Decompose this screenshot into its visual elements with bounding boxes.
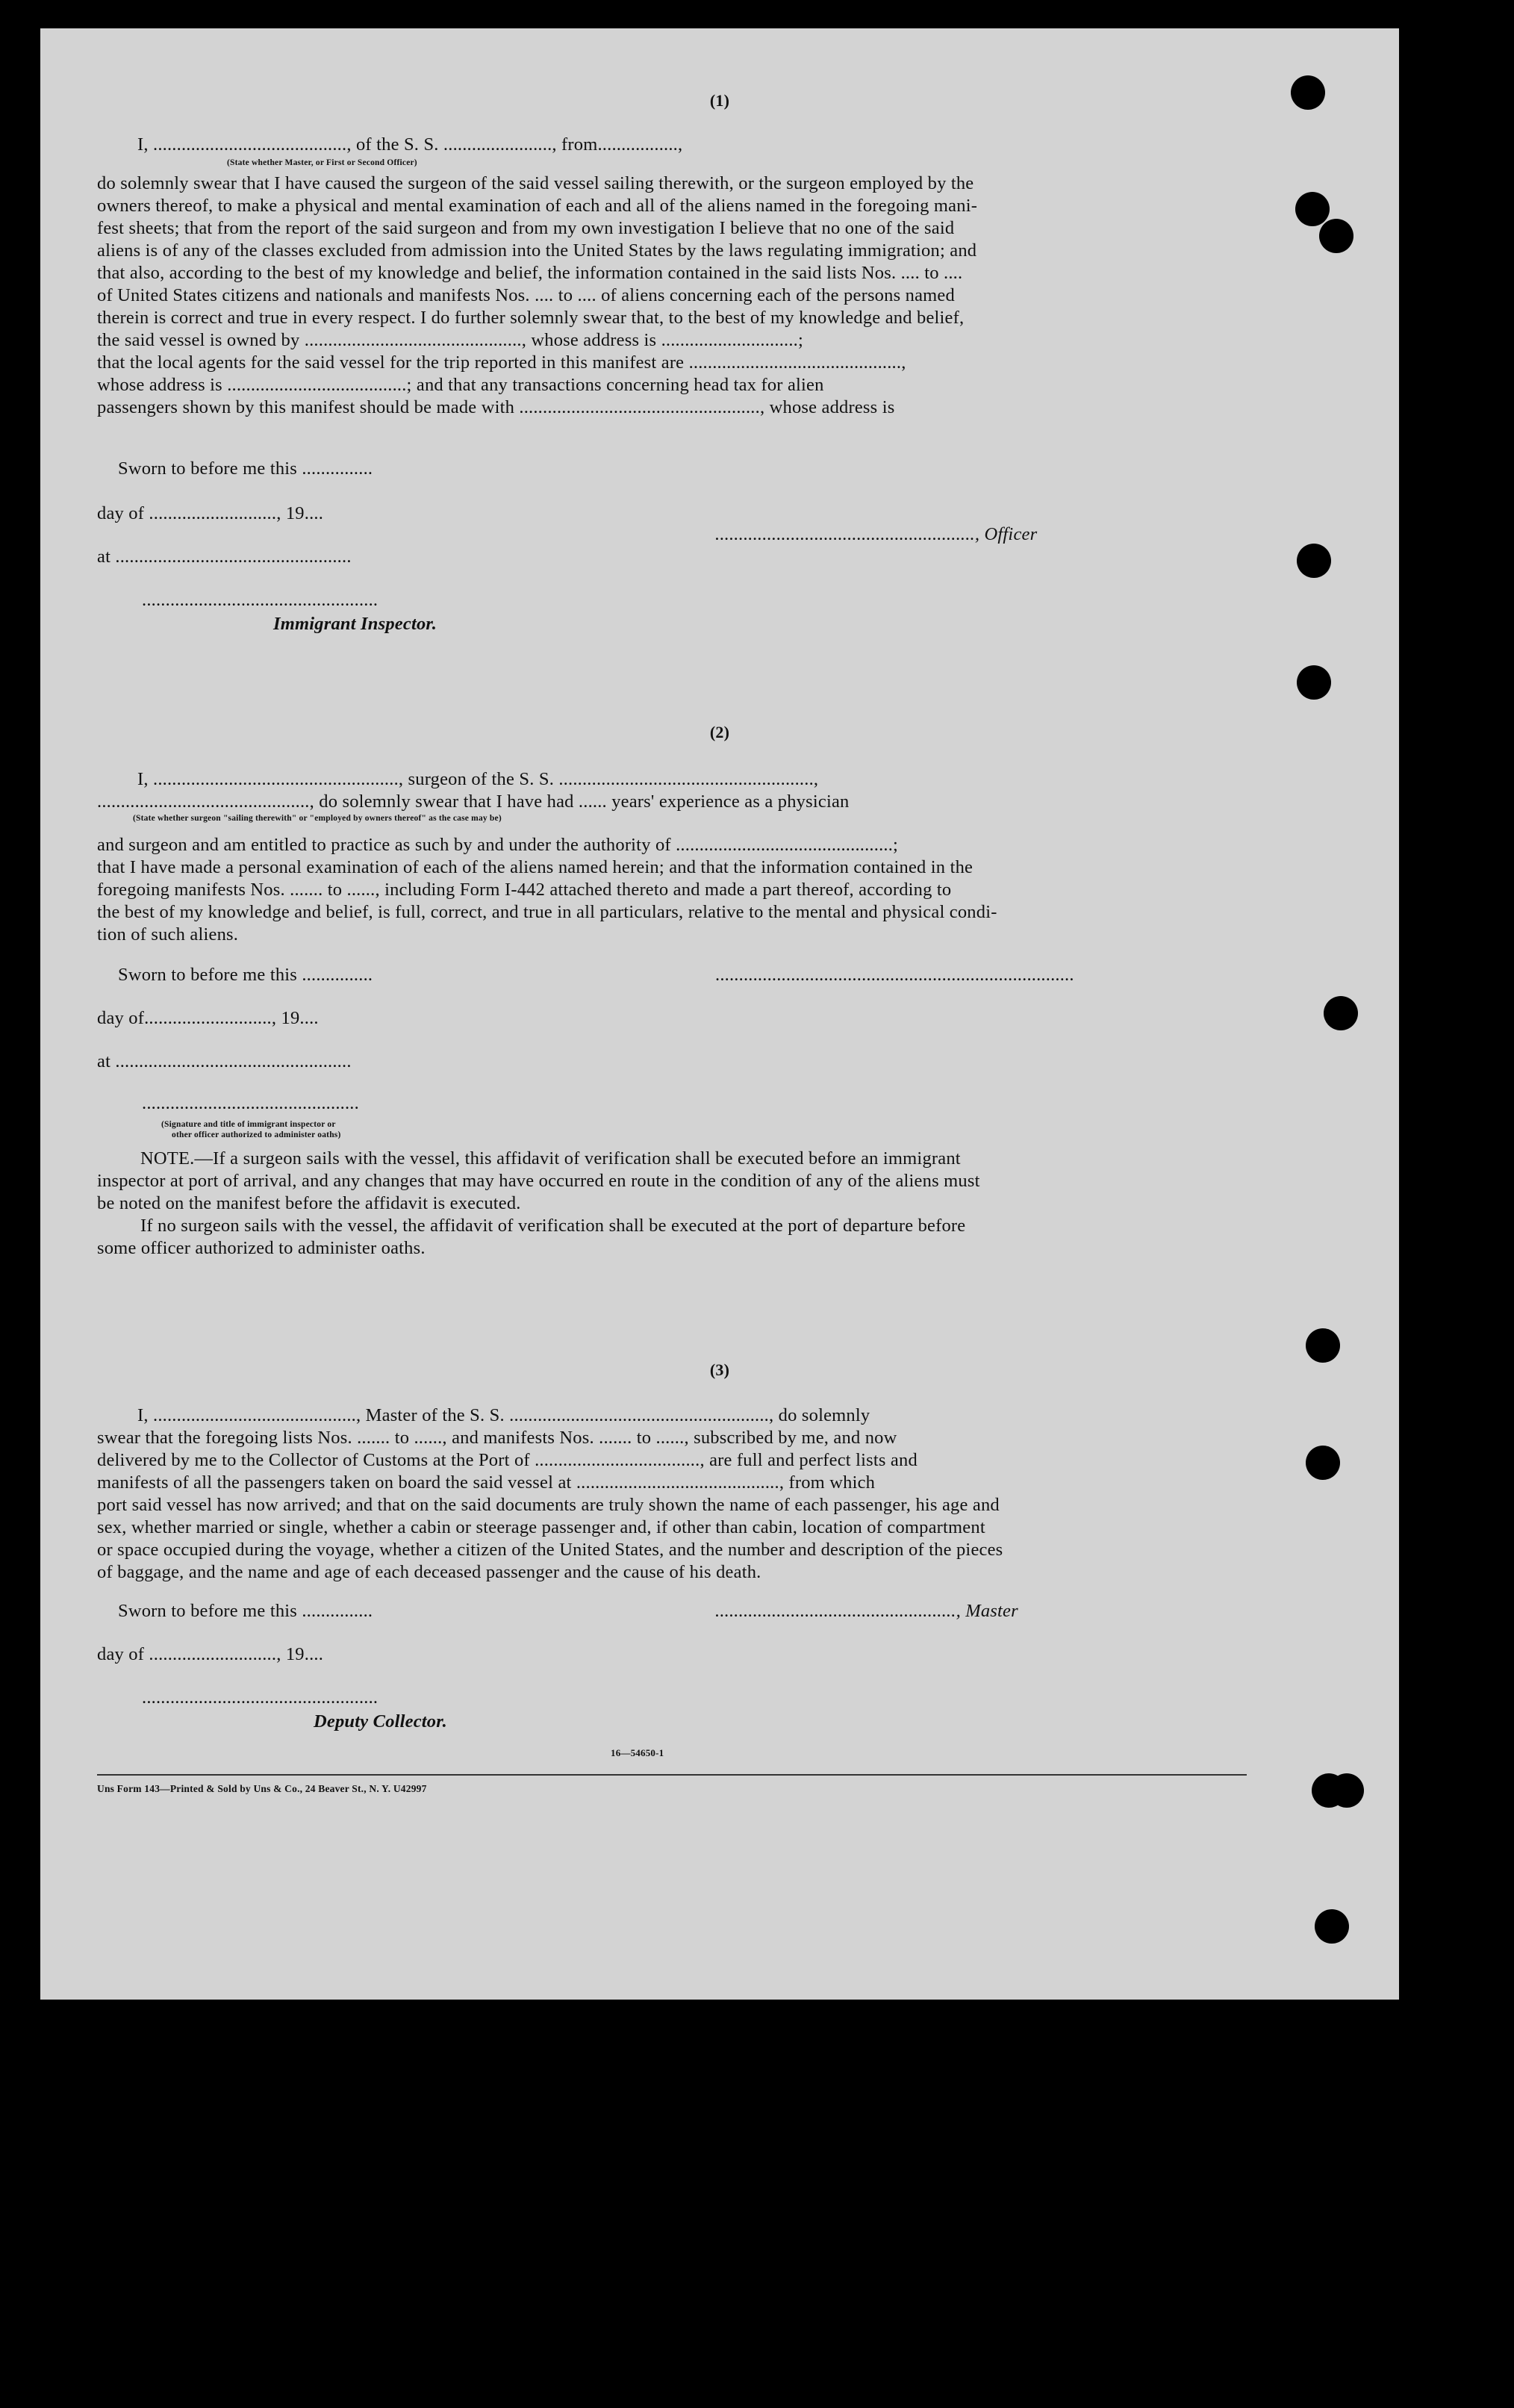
section1-sworn: Sworn to before me this ...............	[118, 458, 373, 479]
section2-sworn: Sworn to before me this ...............	[118, 965, 373, 985]
section1-number: (1)	[709, 91, 730, 110]
binder-hole-icon	[1297, 544, 1331, 578]
section2-signature-note2: other officer authorized to administer oaths)	[172, 1130, 341, 1139]
section3-text-line: manifests of all the passengers taken on board the said vessel at ..........................................., from which	[97, 1472, 876, 1493]
binder-hole-icon	[1297, 665, 1331, 700]
section2-note: (State whether surgeon "sailing therewith" or "employed by owners thereof" as the case may be)	[133, 814, 502, 823]
section1-text-line: that the local agents for the said vessel for the trip reported in this manifest are .............................................,	[97, 352, 906, 373]
section3-text-line: or space occupied during the voyage, whether a citizen of the United States, and the number and description of the pieces	[97, 1540, 1003, 1560]
section2-at: at ..................................................	[97, 1051, 352, 1071]
section1-immigrant-inspector: Immigrant Inspector.	[273, 614, 437, 634]
section2-line1: I, ...................................................., surgeon of the S. S. ......................................................,	[137, 769, 819, 789]
footer-printer-line: Uns Form 143—Printed & Sold by Uns & Co., 24 Beaver St., N. Y. U42997	[97, 1783, 427, 1794]
section2-text-line: that I have made a personal examination of each of the aliens named herein; and that the information contained in the	[97, 857, 973, 877]
section2-day: day of..........................., 19....	[97, 1008, 319, 1028]
note-text-line: be noted on the manifest before the affidavit is executed.	[97, 1193, 521, 1213]
section3-number: (3)	[709, 1360, 730, 1379]
section2-signature-note1: (Signature and title of immigrant inspector or	[161, 1120, 336, 1129]
section2-signature-line: ..............................................	[142, 1093, 359, 1113]
section2-text-line: and surgeon and am entitled to practice as such by and under the authority of ..............................................;	[97, 835, 899, 855]
section3-sworn: Sworn to before me this ...............	[118, 1601, 373, 1621]
binder-hole-icon	[1315, 1909, 1349, 1944]
section3-deputy-collector: Deputy Collector.	[314, 1711, 447, 1732]
note-text-line: If no surgeon sails with the vessel, the affidavit of verification shall be executed at the port of departure before	[140, 1216, 966, 1236]
section3-text-line: swear that the foregoing lists Nos. ....... to ......, and manifests Nos. ....... to ......, subscribed by me, and now	[97, 1428, 897, 1448]
section1-line1: I, ........................................., of the S. S. ......................., from.................,	[137, 134, 683, 155]
binder-hole-icon	[1306, 1446, 1340, 1480]
section3-master-line: ..................................................., Master	[715, 1601, 1018, 1621]
section1-text-line: the said vessel is owned by .............................................., whose address is .............................;	[97, 330, 804, 350]
section2-text-line: the best of my knowledge and belief, is full, correct, and true in all particulars, relative to the mental and physical condi-	[97, 902, 997, 922]
form-code: 16—54650-1	[611, 1747, 664, 1758]
section1-note: (State whether Master, or First or Second Officer)	[227, 158, 417, 167]
section3-text-line: of baggage, and the name and age of each deceased passenger and the cause of his death.	[97, 1562, 761, 1582]
binder-hole-icon	[1330, 1773, 1364, 1808]
section1-text-line: whose address is ......................................; and that any transactions concerning head tax for alien	[97, 375, 824, 395]
section2-line2: ............................................., do solemnly swear that I have had ...... years' experience as a physician	[97, 791, 850, 812]
section1-text-line: passengers shown by this manifest should be made with ..................................................., whose address is	[97, 397, 895, 417]
note-text-line: some officer authorized to administer oaths.	[97, 1238, 426, 1258]
section1-at: at ..................................................	[97, 547, 352, 567]
section1-text-line: aliens is of any of the classes excluded from admission into the United States by the laws regulating immigration; and	[97, 240, 977, 261]
section1-text-line: of United States citizens and nationals and manifests Nos. .... to .... of aliens concerning each of the persons named	[97, 285, 955, 305]
section1-text-line: fest sheets; that from the report of the said surgeon and from my own investigation I believe that no one of the said	[97, 218, 955, 238]
section3-text-line: I, ..........................................., Master of the S. S. ......................................................., do solemnly	[137, 1405, 870, 1425]
binder-hole-icon	[1291, 75, 1325, 110]
section1-text-line: therein is correct and true in every respect. I do further solemnly swear that, to the best of my knowledge and belief,	[97, 308, 965, 328]
section3-text-line: port said vessel has now arrived; and that on the said documents are truly shown the name of each passenger, his age and	[97, 1495, 1000, 1515]
section1-text-line: do solemnly swear that I have caused the surgeon of the said vessel sailing therewith, or the surgeon employed by the	[97, 173, 974, 193]
section1-text-line: owners thereof, to make a physical and mental examination of each and all of the aliens named in the foregoing mani-	[97, 196, 978, 216]
section2-text-line: foregoing manifests Nos. ....... to ......, including Form I-442 attached thereto and made a part thereof, according to	[97, 880, 952, 900]
binder-hole-icon	[1306, 1328, 1340, 1363]
footer-rule	[97, 1774, 1247, 1776]
section2-text-line: tion of such aliens.	[97, 924, 239, 945]
section3-text-line: delivered by me to the Collector of Customs at the Port of ..................................., are full and perfect lists and	[97, 1450, 918, 1470]
note-text-line: NOTE.—If a surgeon sails with the vessel, this affidavit of verification shall be executed before an immigrant	[140, 1148, 961, 1169]
section2-signature-right: ............................................................................	[715, 965, 1074, 985]
section2-number: (2)	[709, 723, 730, 741]
form-page	[40, 28, 1399, 2000]
section3-signature-line: ..................................................	[142, 1687, 378, 1708]
note-text-line: inspector at port of arrival, and any changes that may have occurred en route in the condition of any of the aliens must	[97, 1171, 980, 1191]
section1-day: day of ..........................., 19....	[97, 503, 324, 523]
section1-officer-line: ......................................................., Officer	[715, 524, 1038, 544]
section3-text-line: sex, whether married or single, whether a cabin or steerage passenger and, if other than cabin, location of compartment	[97, 1517, 985, 1537]
section3-day: day of ..........................., 19....	[97, 1644, 324, 1664]
binder-hole-icon	[1319, 219, 1353, 253]
section1-text-line: that also, according to the best of my knowledge and belief, the information contained in the said lists Nos. .... to ....	[97, 263, 963, 283]
section1-signature-line: ..................................................	[142, 590, 378, 610]
binder-hole-icon	[1324, 996, 1358, 1030]
binder-hole-icon	[1295, 192, 1330, 226]
